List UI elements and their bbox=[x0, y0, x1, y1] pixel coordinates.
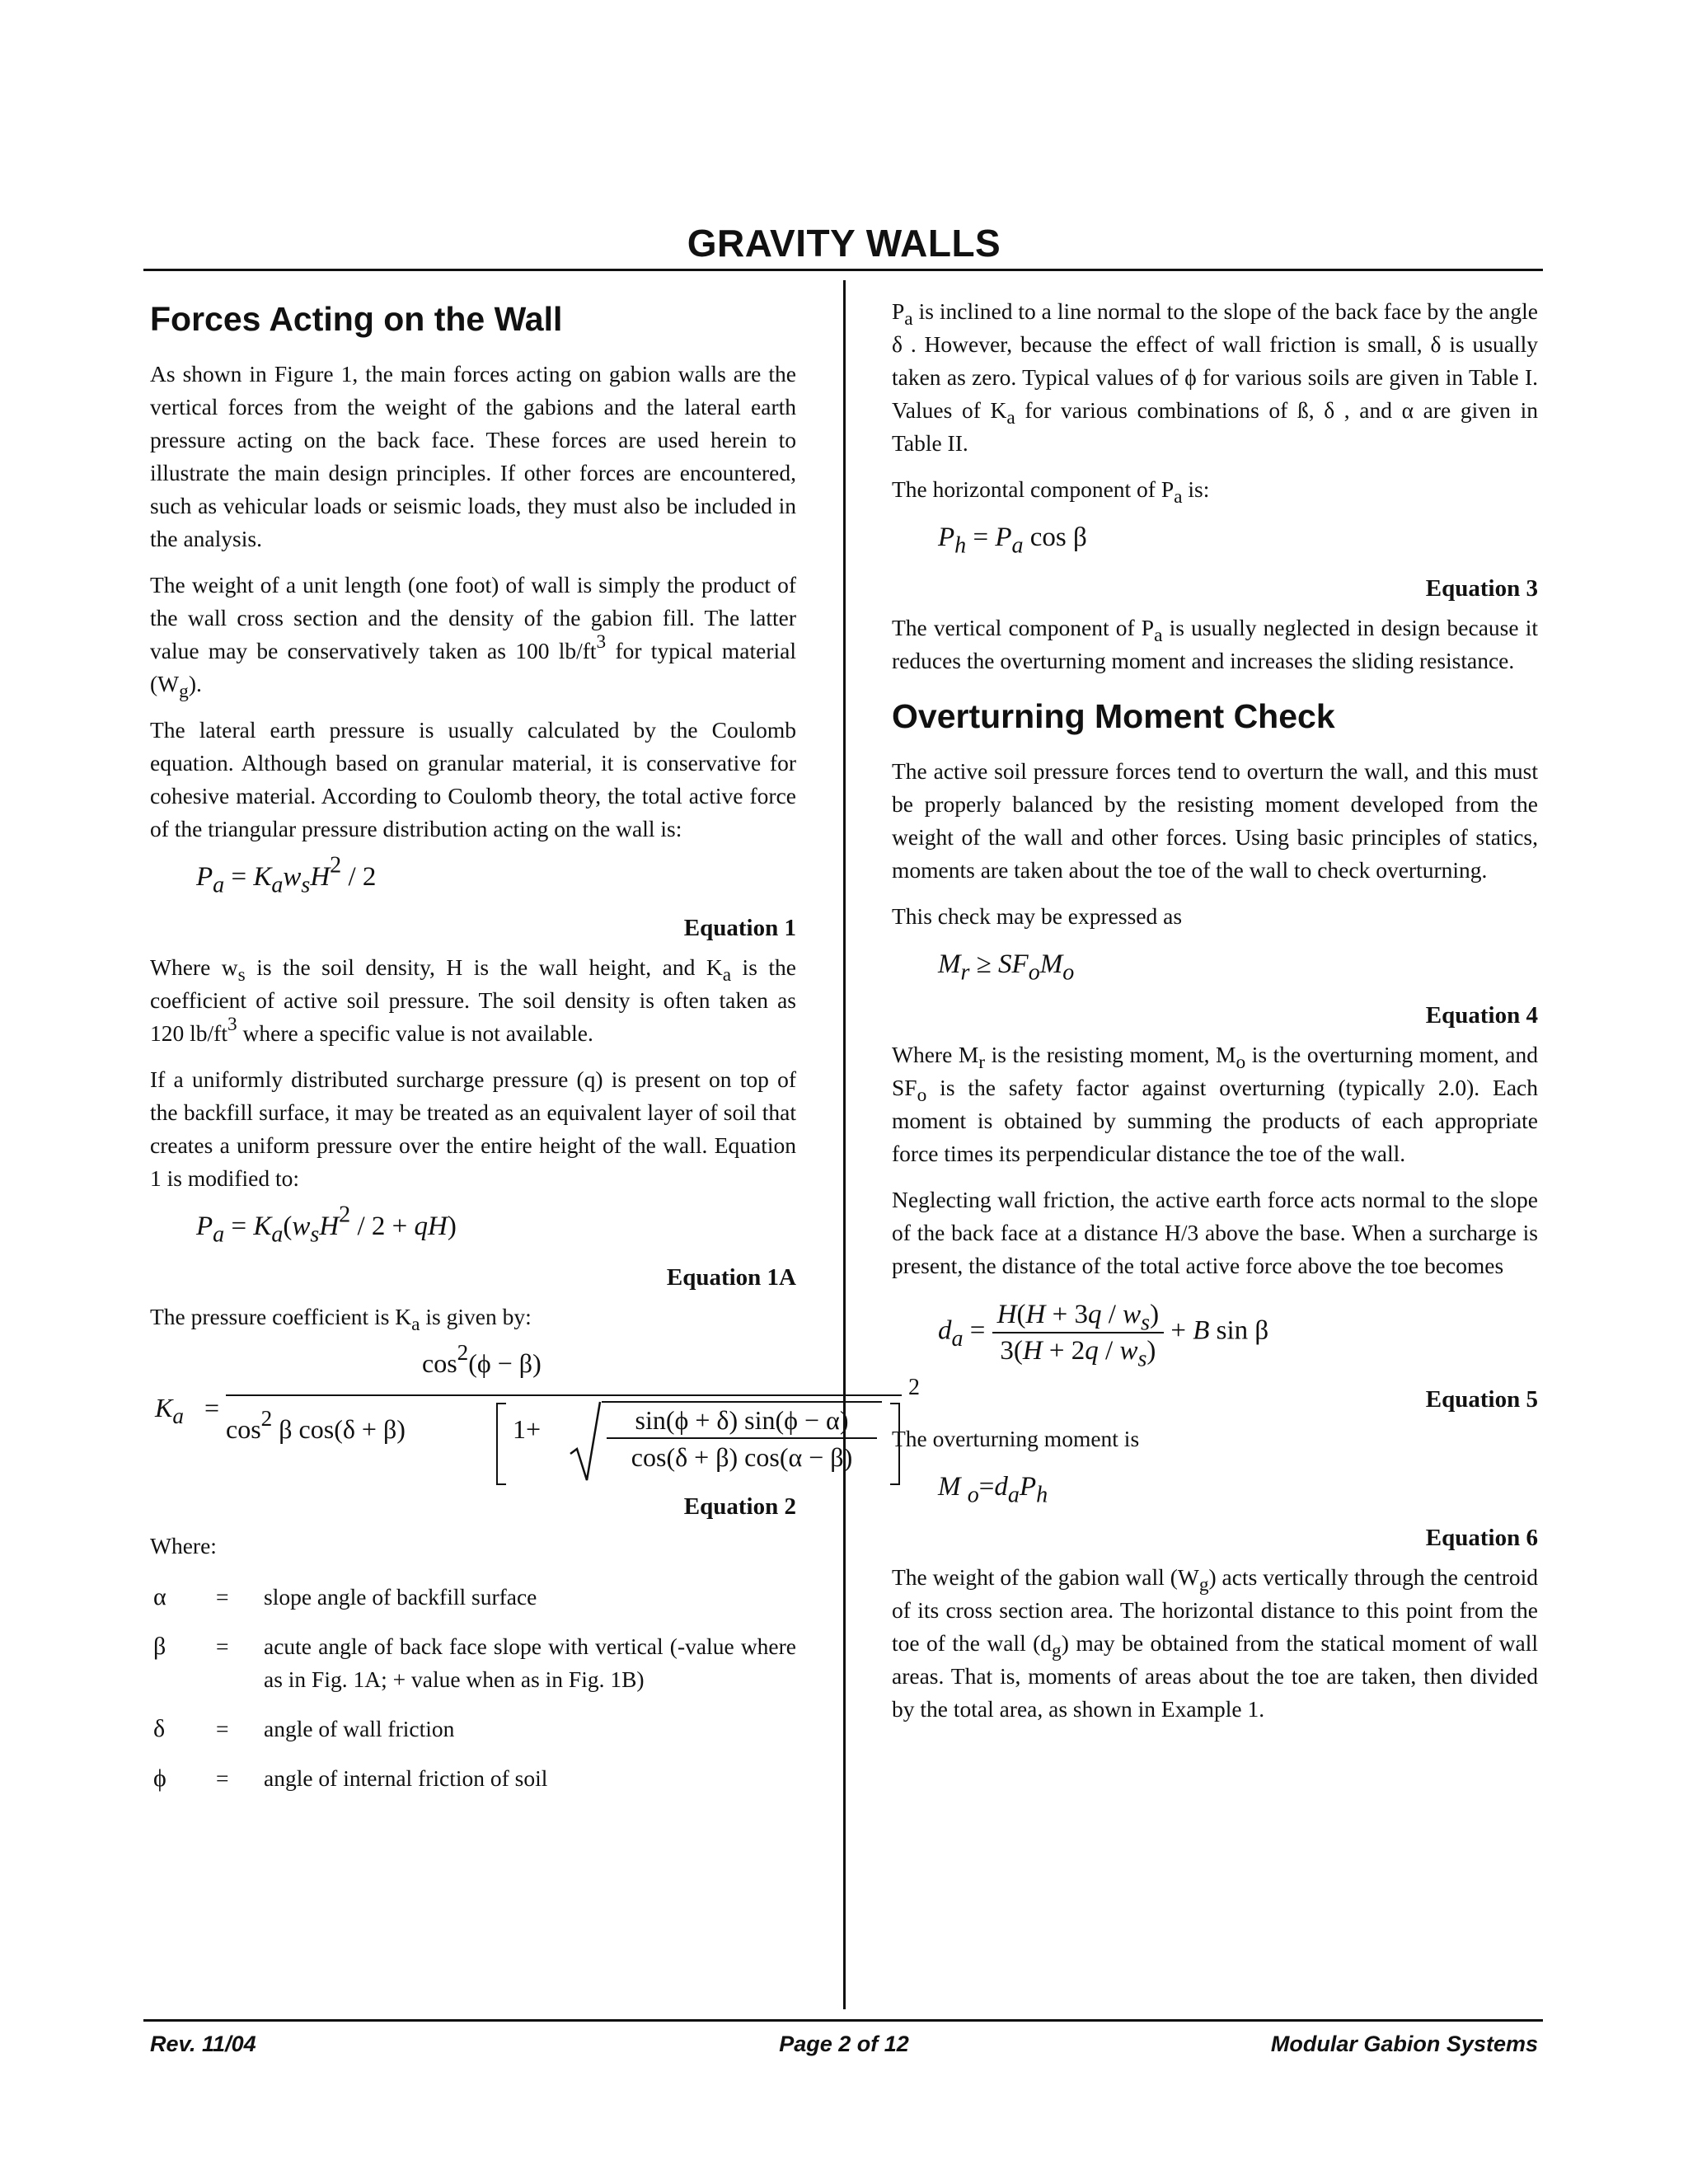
paragraph: Neglecting wall friction, the active earth force acts normal to the slope of the back face at a distance H/3 above the base. When a surcharge is present, the distance of the total active force above the toe becomes bbox=[892, 1187, 1538, 1278]
paragraph: The vertical component of $P_a$ is usually neglected in design because it reduces the overturning moment and increases the sliding resistance. bbox=[892, 615, 1538, 673]
where-item: δ = angle of wall friction bbox=[153, 1715, 455, 1742]
paragraph: Where $M_r$ is the resisting moment, $M_o$ is the overturning moment, and $SF_o$ is the safety factor against overturning (typically 2.0). Each moment is obtained by summing the products of each appropriate force times its perpendicular distance the toe of the wall. bbox=[892, 1042, 1538, 1166]
footer-rule bbox=[143, 2019, 1543, 2022]
equation-1: $P_a = K_aw_sH^2 / 2$ bbox=[196, 852, 377, 898]
paragraph: $P_a$ is inclined to a line normal to the slope of the back face by the angle δ . However, because the effect of wall friction is small, δ is usually taken as zero. Typical values of ϕ for various soils are given in Table I. Values of $K_a$ for various combinations of ß, δ , and α are given in Table II. bbox=[892, 298, 1538, 456]
equation-label: Equation 5 bbox=[1425, 1386, 1538, 1413]
section-heading-overturning: Overturning Moment Check bbox=[892, 697, 1335, 735]
paragraph: The weight of a unit length (one foot) of wall is simply the product of the wall cross section and the density of the gabion fill. The latter value may be conservatively taken as 100 $lb/ft^3$ for typical material $(W_g)$. bbox=[150, 572, 796, 702]
equation-4: $M_r \ge SF_oM_o$ bbox=[938, 949, 1075, 986]
where-item: ϕ = angle of internal friction of soil bbox=[153, 1765, 548, 1792]
equation-2: $K_a$ = $\cos^2(\phi - \beta)$ 2 $\cos^2 \beta$ cos(δ + β) 1+ sin(ϕ + δ) sin(ϕ − α) cos(δ + β) cos(α − β) bbox=[150, 1347, 796, 1487]
footer-revision: Rev. 11/04 bbox=[150, 2032, 256, 2056]
where-item: α = slope angle of backfill surface bbox=[153, 1583, 537, 1610]
equation-label: Equation 3 bbox=[1425, 575, 1538, 602]
paragraph: If a uniformly distributed surcharge pressure (q) is present on top of the backfill surface, it may be treated as an equivalent layer of soil that creates a uniform pressure over the entire height of the wall. Equation 1 is modified to: bbox=[150, 1066, 796, 1191]
section-heading-forces: Forces Acting on the Wall bbox=[150, 300, 563, 338]
paragraph: Where $w_s$ is the soil density, H is the wall height, and $K_a$ is the coefficient of active soil pressure. The soil density is often taken as 120 $lb/ft^3$ where a specific value is not available. bbox=[150, 954, 796, 1046]
equation-label: Equation 2 bbox=[683, 1493, 796, 1520]
equation-label: Equation 6 bbox=[1425, 1525, 1538, 1551]
left-column bbox=[150, 298, 920, 1811]
paragraph: The horizontal component of $P_a$ is: bbox=[892, 476, 1210, 508]
equation-1a: $P_a = K_a(w_sH^2 / 2 + qH)$ bbox=[196, 1202, 457, 1248]
where-item: β = acute angle of back face slope with vertical (-value where as in Fig. 1A; + value when as in Fig. 1B) bbox=[153, 1633, 796, 1692]
equation-label: Equation 4 bbox=[1425, 1002, 1538, 1029]
equation-3: $P_h = P_a$ cos β bbox=[938, 523, 1087, 559]
where-label: Where: bbox=[150, 1533, 217, 1558]
equation-label: Equation 1A bbox=[666, 1264, 796, 1291]
equation-5: $d_a$ = $\frac{H(H + 3q / w_s)}{3(H + 2q / w_s)}$ + B sin β bbox=[938, 1297, 1538, 1376]
right-column bbox=[892, 295, 1538, 1739]
equation-label: Equation 1 bbox=[683, 915, 796, 941]
square-root-icon bbox=[569, 1401, 602, 1483]
page-title: GRAVITY WALLS bbox=[687, 222, 1001, 265]
title-rule bbox=[143, 269, 1543, 271]
paragraph: As shown in Figure 1, the main forces acting on gabion walls are the vertical forces from the weight of the gabions and the lateral earth pressure acting on the back face. These forces are used herein to illustrate the main design principles. If other forces are encountered, such as vehicular loads or seismic loads, they must also be included in the analysis. bbox=[150, 361, 796, 551]
column-divider bbox=[843, 280, 846, 2009]
footer-company: Modular Gabion Systems bbox=[1270, 2032, 1538, 2056]
paragraph: The pressure coefficient is $K_a$ is given by: bbox=[150, 1304, 532, 1335]
paragraph: The overturning moment is bbox=[892, 1426, 1140, 1451]
paragraph: The lateral earth pressure is usually calculated by the Coulomb equation. Although based on granular material, it is conservative for cohesive material. According to Coulomb theory, the total active force of the triangular pressure distribution acting on the wall is: bbox=[150, 717, 796, 841]
paragraph: This check may be expressed as bbox=[892, 903, 1183, 929]
footer-page-number: Page 2 of 12 bbox=[779, 2032, 909, 2056]
paragraph: The active soil pressure forces tend to overturn the wall, and this must be properly balanced by the resisting moment developed from the weight of the wall and other forces. Using basic principles of statics, moments are taken about the toe of the wall to check overturning. bbox=[892, 758, 1538, 883]
paragraph: The weight of the gabion wall $(W_g)$ acts vertically through the centroid of its cross section area. The horizontal distance to this point from the toe of the wall $(d_g)$ may be obtained from the statical moment of wall areas. That is, moments of areas about the toe are taken, then divided by the total area, as shown in Example 1. bbox=[892, 1564, 1538, 1722]
equation-6: M $_o=d_aP_h$ bbox=[938, 1472, 1048, 1508]
